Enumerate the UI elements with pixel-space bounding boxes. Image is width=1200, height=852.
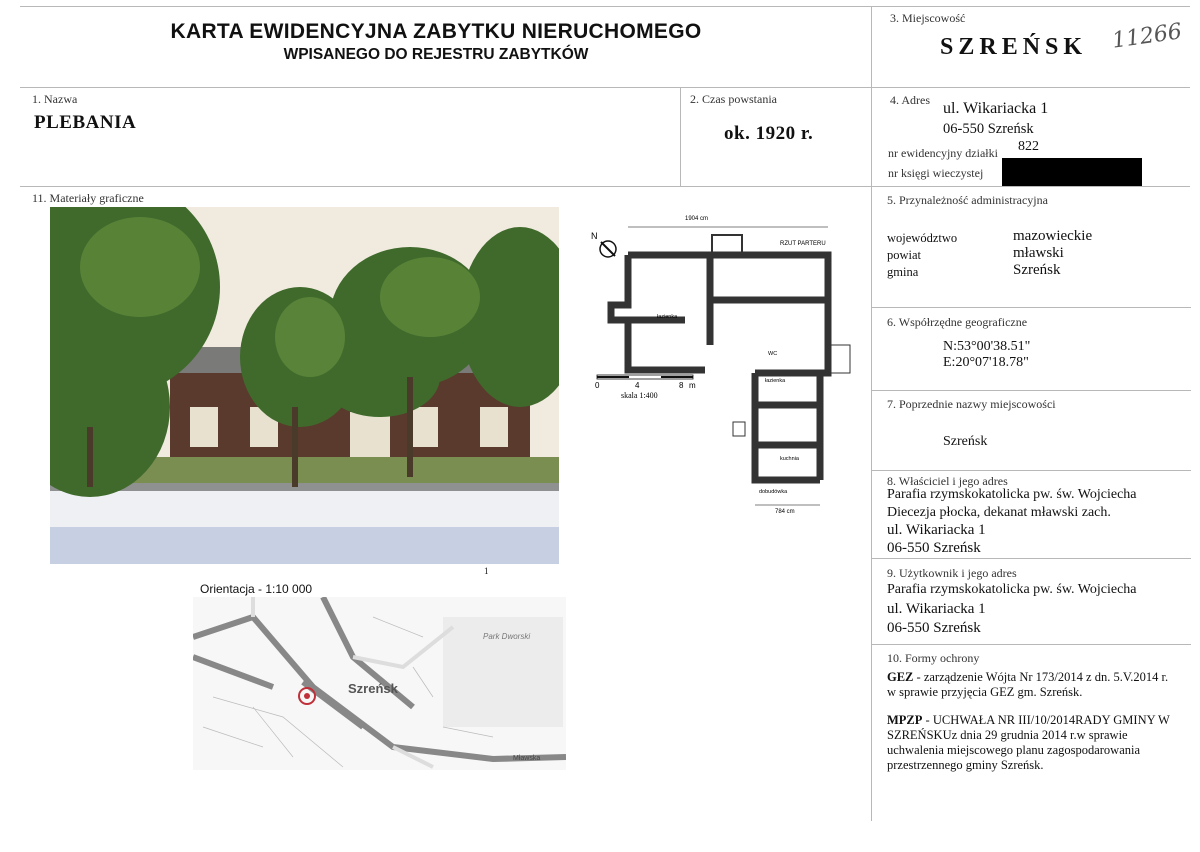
gez-text: - zarządzenie Wójta Nr 173/2014 z dn. 5.V.2014 r. w sprawie przyjęcia GEZ gm. Szreńsk.	[887, 670, 1169, 699]
adres-postal: 06-550 Szreńsk	[943, 121, 1034, 137]
room-label-3: łazienka	[765, 378, 786, 384]
graphics-label: 11. Materiały graficzne	[32, 191, 144, 205]
rule-right-col	[871, 6, 872, 821]
powiat-key: powiat	[887, 248, 922, 262]
floor-plan	[585, 205, 855, 515]
scale-tick-8: 8	[679, 381, 684, 390]
wspolrzedne-label: 6. Współrzędne geograficzne	[887, 315, 1028, 329]
scale-tick-4: 4	[635, 381, 640, 390]
adres-label: 4. Adres	[890, 93, 930, 107]
rule-row1	[20, 186, 1190, 187]
user-line-1: Parafia rzymskokatolicka pw. św. Wojciecha	[887, 582, 1137, 597]
czas-label: 2. Czas powstania	[690, 92, 777, 106]
adres-street: ul. Wikariacka 1	[943, 100, 1049, 117]
miejscowosc-label: 3. Miejscowość	[890, 11, 966, 25]
gez-bold: GEZ	[887, 670, 914, 684]
coord-e: E:20°07'18.78"	[943, 355, 1029, 370]
rule-r9	[871, 644, 1191, 645]
wlasciciel-label: 8. Właściciel i jego adres	[887, 474, 1008, 488]
gmina-key: gmina	[887, 265, 919, 279]
rule-czas	[680, 87, 681, 186]
rule-r5	[871, 307, 1191, 308]
land-register-redaction	[1002, 158, 1142, 186]
card-subtitle: WPISANEGO DO REJESTRU ZABYTKÓW	[283, 46, 589, 63]
dim-top-label: 1904 cm	[685, 216, 709, 222]
photo-illustration	[50, 207, 559, 564]
mpzp-text: - UCHWAŁA NR III/10/2014RADY GMINY W SZREŃSKUz dnia 29 grudnia 2014 r.w sprawie uchwalenia miejscowego planu zagospodarowania przestrzennego gminy Szreńsk.	[887, 713, 1170, 772]
room-label-4: kuchnia	[780, 456, 799, 462]
plot-number-label: nr ewidencyjny działki	[888, 146, 998, 160]
scale-tick-unit: m	[689, 381, 696, 390]
uzytkownik-label: 9. Użytkownik i jego adres	[887, 566, 1017, 580]
north-arrow-label: N	[591, 231, 598, 241]
miejscowosc-value: SZREŃSK	[940, 34, 1088, 60]
poprzednie-value: Szreńsk	[943, 434, 988, 449]
orientation-map	[193, 597, 566, 770]
plot-number-value: 822	[1018, 139, 1039, 154]
powiat-value: mławski	[1013, 245, 1064, 261]
przynaleznosc-label: 5. Przynależność administracyjna	[887, 193, 1048, 207]
orientation-label: Orientacja - 1:10 000	[200, 582, 313, 596]
ochrona-gez	[887, 670, 1177, 700]
wojewodztwo-key: województwo	[887, 231, 958, 245]
czas-value: ok. 1920 r.	[724, 123, 814, 144]
card-title: KARTA EWIDENCYJNA ZABYTKU NIERUCHOMEGO	[170, 20, 702, 43]
nazwa-label: 1. Nazwa	[32, 92, 78, 106]
user-line-2: ul. Wikariacka 1	[887, 601, 986, 617]
building-photo	[50, 207, 559, 564]
map-street-mlawska: Mławska	[513, 755, 541, 762]
owner-line-1: Parafia rzymskokatolicka pw. św. Wojciecha	[887, 487, 1137, 502]
room-label-6: dobudówka	[759, 489, 788, 495]
wojewodztwo-value: mazowieckie	[1013, 228, 1093, 244]
room-label-2: WC	[768, 351, 778, 357]
mpzp-bold: MPZP	[887, 713, 923, 727]
rule-r7	[871, 470, 1191, 471]
coord-n: N:53°00'38.51"	[943, 339, 1031, 354]
scale-tick-0: 0	[595, 381, 600, 390]
scale-label: skala 1:400	[621, 391, 658, 400]
photo-number: 1	[484, 566, 489, 576]
rule-top	[20, 6, 1190, 7]
map-park-label: Park Dworski	[483, 632, 531, 641]
poprzednie-label: 7. Poprzednie nazwy miejscowości	[887, 397, 1056, 411]
land-register-label: nr księgi wieczystej	[888, 166, 984, 180]
rule-header	[20, 87, 1190, 88]
plan-title: RZUT PARTERU	[780, 241, 826, 247]
room-label-1: łazienka	[657, 314, 678, 320]
rule-r8	[871, 558, 1191, 559]
rule-r6	[871, 390, 1191, 391]
owner-line-2: Diecezja płocka, dekanat mławski zach.	[887, 505, 1111, 520]
gmina-value: Szreńsk	[1013, 262, 1061, 278]
owner-line-4: 06-550 Szreńsk	[887, 540, 981, 556]
nazwa-value: PLEBANIA	[34, 112, 137, 133]
ochrona-label: 10. Formy ochrony	[887, 651, 980, 665]
map-town-label: Szreńsk	[348, 681, 398, 696]
handwritten-register-number: 11266	[1110, 19, 1184, 54]
dim-bottom-label: 784 cm	[775, 509, 795, 515]
ochrona-mpzp	[887, 713, 1177, 773]
user-line-3: 06-550 Szreńsk	[887, 620, 981, 636]
owner-line-3: ul. Wikariacka 1	[887, 522, 986, 538]
